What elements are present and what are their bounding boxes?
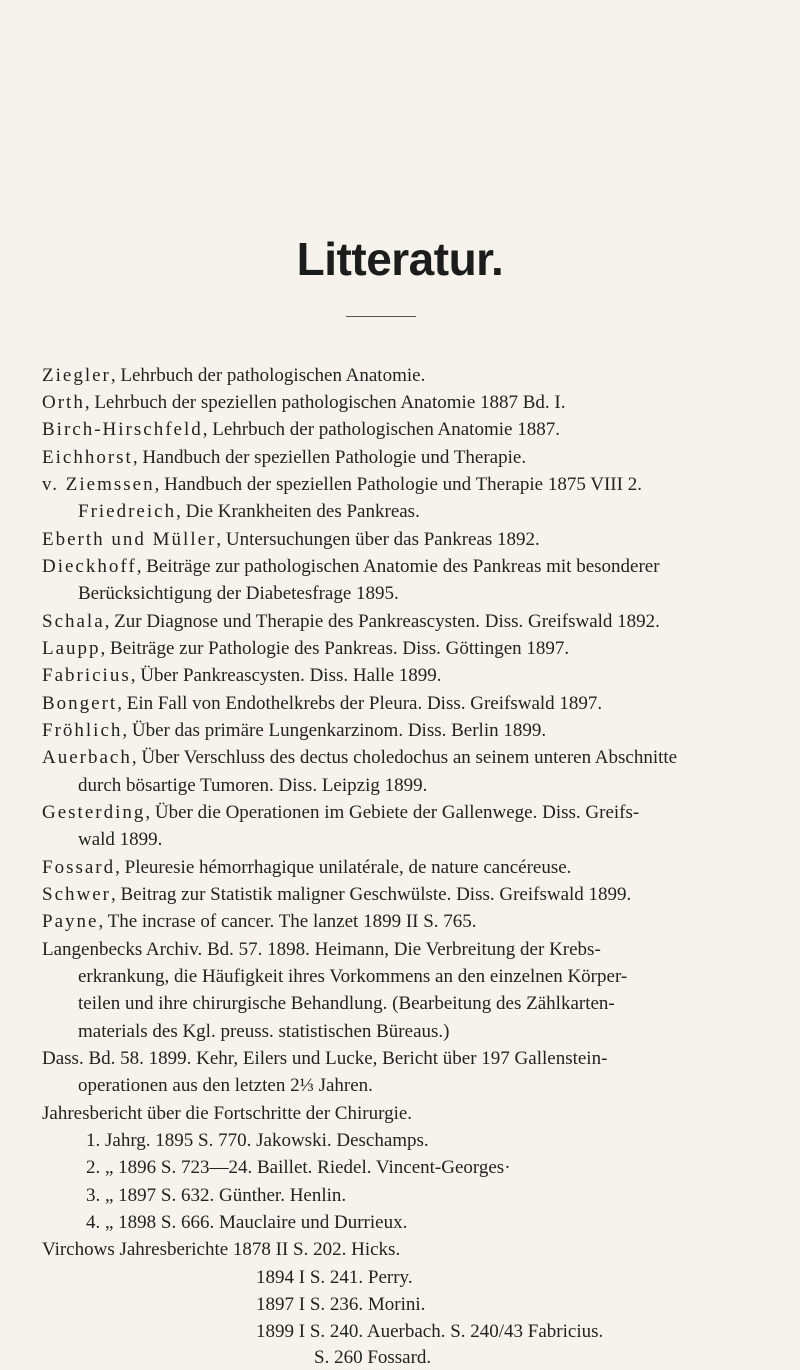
reference-line [256,1320,603,1344]
author-name: Gesterding [42,802,146,823]
author-name: v. Ziemssen [42,474,155,495]
reference-text: , Handbuch der speziellen Pathologie und Therapie 1875 VIII 2. [154,474,642,495]
reference-text: materials des Kgl. preuss. statistischen Büreaus.) [78,1021,450,1042]
reference-line [42,391,566,415]
reference-line [42,637,569,661]
reference-text: 4. „ 1898 S. 666. Mauclaire und Durrieux. [86,1212,408,1233]
reference-line [78,1020,449,1044]
author-name: Dieckhoff [42,556,137,577]
reference-text: 1. Jahrg. 1895 S. 770. Jakowski. Deschamps. [86,1130,429,1151]
reference-text: 2. „ 1896 S. 723—24. Baillet. Riedel. Vincent-Georges· [86,1157,511,1178]
author-name: Orth [42,392,85,413]
reference-line [86,1211,407,1235]
reference-line [42,664,442,688]
reference-line [78,500,420,524]
reference-text: teilen und ihre chirurgische Behandlung. (Bearbeitung des Zählkarten- [78,993,615,1014]
author-name: Fabricius [42,665,131,686]
reference-text: Langenbecks Archiv. Bd. 57. 1898. Heimann, Die Verbreitung der Krebs- [42,939,601,960]
reference-text: , Lehrbuch der speziellen pathologischen Anatomie 1887 Bd. I. [84,392,566,413]
reference-line [42,746,677,770]
reference-line [256,1293,425,1317]
reference-line [78,992,615,1016]
reference-line [42,364,425,388]
reference-text: , Beitrag zur Statistik maligner Geschwülste. Diss. Greifswald 1899. [110,884,632,905]
reference-line [42,1102,412,1126]
reference-text: , Beiträge zur Pathologie des Pankreas. Diss. Göttingen 1897. [100,638,570,659]
author-name: Fossard [42,857,116,878]
reference-line [42,418,560,442]
author-name: Auerbach [42,747,132,768]
author-name: Schwer [42,884,111,905]
reference-text: , Über Verschluss des dectus choledochus an seinem unteren Abschnitte [131,747,678,768]
reference-text: , Ein Fall von Endothelkrebs der Pleura. Diss. Greifswald 1897. [117,693,603,714]
reference-text: wald 1899. [78,829,163,850]
reference-line [42,692,602,716]
reference-text: 1894 I S. 241. Perry. [256,1267,413,1288]
reference-text: , The incrase of cancer. The lanzet 1899 II S. 765. [98,911,477,932]
reference-text: S. 260 Fossard. [314,1347,432,1368]
reference-line [78,828,162,852]
author-name: Eichhorst [42,447,133,468]
reference-line [78,774,427,798]
reference-line [78,965,627,989]
reference-text: Virchows Jahresberichte 1878 II S. 202. Hicks. [42,1239,401,1260]
reference-text: , Lehrbuch der pathologischen Anatomie. [110,365,426,386]
reference-line [42,555,660,579]
reference-text: 3. „ 1897 S. 632. Günther. Henlin. [86,1185,347,1206]
reference-text: durch bösartige Tumoren. Diss. Leipzig 1899. [78,775,428,796]
reference-line [42,1238,400,1262]
reference-text: , Lehrbuch der pathologischen Anatomie 1887. [202,419,560,440]
reference-text: 1897 I S. 236. Morini. [256,1294,426,1315]
page-title: Litteratur. [296,233,504,285]
author-name: Friedreich [78,501,177,522]
reference-line [42,938,601,962]
author-name: Laupp [42,638,101,659]
reference-text: , Über das primäre Lungenkarzinom. Diss. Berlin 1899. [122,720,547,741]
reference-line [42,528,540,552]
reference-line [86,1184,346,1208]
author-name: Eberth und Müller [42,529,217,550]
reference-text: , Die Krankheiten des Pankreas. [176,501,420,522]
reference-text: , Handbuch der speziellen Pathologie und Therapie. [132,447,527,468]
reference-line [42,883,631,907]
reference-text: , Zur Diagnose und Therapie des Pankreascysten. Diss. Greifswald 1892. [104,611,660,632]
reference-line [42,719,546,743]
reference-line [42,446,526,470]
reference-text: , Pleuresie hémorrhagique unilatérale, de nature cancéreuse. [115,857,572,878]
author-name: Payne [42,911,99,932]
author-name: Bongert [42,693,118,714]
reference-text: , Über Pankreascysten. Diss. Halle 1899. [130,665,442,686]
author-name: Schala [42,611,105,632]
reference-line [314,1346,431,1370]
reference-text: , Untersuchungen über das Pankreas 1892. [216,529,540,550]
reference-text: Berücksichtigung der Diabetesfrage 1895. [78,583,399,604]
reference-line [256,1266,413,1290]
reference-line [86,1156,511,1180]
reference-text: Jahresbericht über die Fortschritte der Chirurgie. [42,1103,413,1124]
author-name: Birch-Hirschfeld [42,419,203,440]
reference-text: , Über die Operationen im Gebiete der Gallenwege. Diss. Greifs- [145,802,640,823]
reference-line [42,910,477,934]
reference-text: erkrankung, die Häufigkeit ihres Vorkommens an den einzelnen Körper- [78,966,628,987]
reference-text: , Beiträge zur pathologischen Anatomie des Pankreas mit besonderer [136,556,660,577]
author-name: Fröhlich [42,720,123,741]
reference-line [42,473,642,497]
reference-line [42,1047,607,1071]
title-divider [346,316,416,317]
author-name: Ziegler [42,365,111,386]
reference-line [42,610,660,634]
reference-text: Dass. Bd. 58. 1899. Kehr, Eilers und Lucke, Bericht über 197 Gallenstein- [42,1048,608,1069]
reference-line [86,1129,429,1153]
reference-text: operationen aus den letzten 2⅓ Jahren. [78,1075,373,1096]
reference-line [78,582,399,606]
reference-text: 1899 I S. 240. Auerbach. S. 240/43 Fabricius. [256,1321,604,1342]
reference-line [42,856,571,880]
reference-line [78,1074,373,1098]
reference-line [42,801,639,825]
